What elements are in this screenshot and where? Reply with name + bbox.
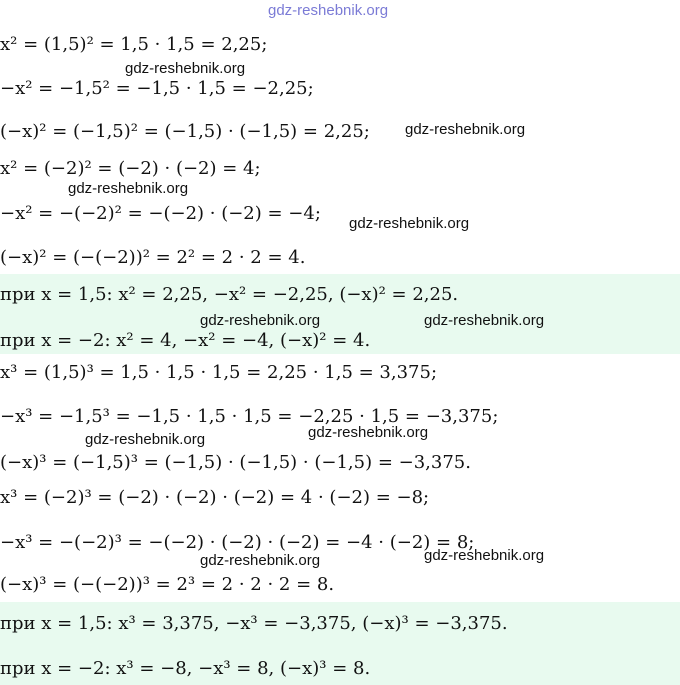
answer-line: при x = −2: x² = 4, −x² = −4, (−x)² = 4.: [0, 330, 371, 351]
answer-line: при x = −2: x³ = −8, −x³ = 8, (−x)³ = 8.: [0, 658, 371, 679]
watermark: gdz-reshebnik.org: [125, 60, 246, 77]
equation-line: −x² = −(−2)² = −(−2) · (−2) = −4;: [0, 203, 321, 224]
answer-line: при x = 1,5: x² = 2,25, −x² = −2,25, (−x)² = 2,25.: [0, 284, 459, 305]
watermark: gdz-reshebnik.org: [349, 215, 470, 232]
equation-line: x³ = (−2)³ = (−2) · (−2) · (−2) = 4 · (−2) = −8;: [0, 487, 430, 508]
equation-line: −x³ = −1,5³ = −1,5 · 1,5 · 1,5 = −2,25 · 1,5 = −3,375;: [0, 406, 499, 427]
watermark: gdz-reshebnik.org: [200, 552, 321, 569]
equation-line: (−x)³ = (−1,5)³ = (−1,5) · (−1,5) · (−1,5) = −3,375.: [0, 452, 471, 473]
watermark: gdz-reshebnik.org: [405, 121, 526, 138]
equation-line: x³ = (1,5)³ = 1,5 · 1,5 · 1,5 = 2,25 · 1,5 = 3,375;: [0, 362, 438, 383]
answer-line: при x = 1,5: x³ = 3,375, −x³ = −3,375, (−x)³ = −3,375.: [0, 613, 508, 634]
equation-line: x² = (−2)² = (−2) · (−2) = 4;: [0, 158, 261, 179]
equation-line: (−x)² = (−1,5)² = (−1,5) · (−1,5) = 2,25;: [0, 121, 370, 142]
watermark: gdz-reshebnik.org: [308, 424, 429, 441]
watermark: gdz-reshebnik.org: [424, 547, 545, 564]
watermark: gdz-reshebnik.org: [200, 312, 321, 329]
equation-line: x² = (1,5)² = 1,5 · 1,5 = 2,25;: [0, 34, 268, 55]
watermark: gdz-reshebnik.org: [85, 431, 206, 448]
equation-line: −x² = −1,5² = −1,5 · 1,5 = −2,25;: [0, 78, 314, 99]
equation-line: (−x)³ = (−(−2))³ = 2³ = 2 · 2 · 2 = 8.: [0, 574, 335, 595]
watermark: gdz-reshebnik.org: [68, 180, 189, 197]
equation-line: (−x)² = (−(−2))² = 2² = 2 · 2 = 4.: [0, 247, 306, 268]
equation-line: −x³ = −(−2)³ = −(−2) · (−2) · (−2) = −4 · (−2) = 8;: [0, 532, 475, 553]
watermark: gdz-reshebnik.org: [424, 312, 545, 329]
watermark: gdz-reshebnik.org: [268, 2, 389, 19]
